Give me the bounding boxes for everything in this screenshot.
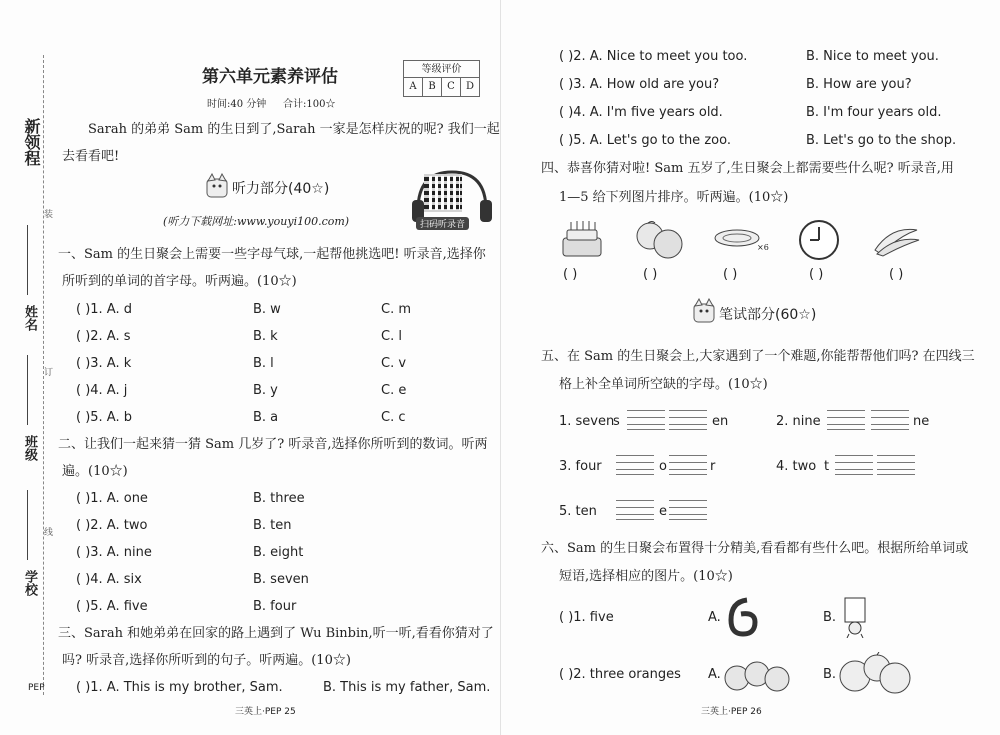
pep-mark: PEP: [28, 683, 45, 693]
four-line-blank[interactable]: [871, 410, 909, 430]
question-1-3[interactable]: ( )3. A. k: [76, 356, 132, 371]
option-b[interactable]: B. ten: [253, 518, 292, 533]
question-2-3[interactable]: ( )3. A. nine: [76, 545, 152, 560]
option-b[interactable]: B. How are you?: [806, 77, 912, 92]
section-4-instruction: 1—5 给下列图片排序。听两遍。(10☆): [559, 190, 789, 205]
qr-code-pattern: [424, 174, 462, 212]
clock-icon: [797, 218, 841, 262]
answer-paren[interactable]: ( ): [563, 267, 578, 282]
section-6-instruction: 短语,选择相应的图片。(10☆): [559, 569, 733, 584]
word-nine: 2. nine: [776, 414, 821, 429]
name-line[interactable]: [27, 225, 28, 295]
class-label: 班级: [22, 435, 37, 461]
cat-mascot-icon: [204, 173, 230, 199]
cat-mascot-icon: [691, 298, 717, 324]
question-2-2[interactable]: ( )2. A. two: [76, 518, 148, 533]
option-b[interactable]: B.: [823, 610, 837, 625]
four-line-blank[interactable]: [835, 455, 873, 475]
question-3-2[interactable]: ( )2. A. Nice to meet you too.: [559, 49, 748, 64]
brand-logo: 新领程: [22, 118, 41, 166]
qr-label: 扫码听录音: [416, 217, 469, 230]
question-1-5[interactable]: ( )5. A. b: [76, 410, 132, 425]
question-2-4[interactable]: ( )4. A. six: [76, 572, 142, 587]
option-b[interactable]: B. This is my father, Sam.: [323, 680, 491, 695]
option-b[interactable]: B. seven: [253, 572, 309, 587]
written-section-title: 笔试部分(60☆): [719, 307, 817, 323]
question-2-1[interactable]: ( )1. A. one: [76, 491, 148, 506]
question-3-1[interactable]: ( )1. A. This is my brother, Sam.: [76, 680, 283, 695]
question-1-2[interactable]: ( )2. A. s: [76, 329, 131, 344]
option-b[interactable]: B.: [823, 667, 837, 682]
section-2-instruction: 遍。(10☆): [62, 464, 128, 479]
option-b[interactable]: B. l: [253, 356, 274, 371]
grade-cell[interactable]: C: [442, 78, 461, 96]
four-line-blank[interactable]: [877, 455, 915, 475]
letter: o: [659, 459, 667, 474]
letter: s: [613, 414, 620, 429]
grade-rating-box: [403, 60, 480, 97]
question-1-1[interactable]: ( )1. A. d: [76, 302, 132, 317]
section-6-instruction: 六、Sam 的生日聚会布置得十分精美,看看都有些什么吧。根据所给单词或: [541, 541, 969, 556]
three-oranges-icon: [723, 654, 791, 694]
option-b[interactable]: B. a: [253, 410, 279, 425]
apples-icon: [837, 652, 913, 694]
class-line[interactable]: [27, 355, 28, 425]
question-6-1[interactable]: ( )1. five: [559, 610, 614, 625]
section-5-instruction: 格上补全单词所空缺的字母。(10☆): [559, 377, 768, 392]
option-b[interactable]: B. three: [253, 491, 305, 506]
letter: t: [824, 459, 830, 474]
option-a[interactable]: A.: [708, 610, 721, 625]
option-b[interactable]: B. four: [253, 599, 297, 614]
section-1-instruction: 所听到的单词的首字母。听两遍。(10☆): [62, 274, 297, 289]
option-b[interactable]: B. y: [253, 383, 278, 398]
section-4-instruction: 四、恭喜你猜对啦! Sam 五岁了,生日聚会上都需要些什么呢? 听录音,用: [541, 161, 954, 176]
four-line-blank[interactable]: [627, 410, 665, 430]
option-b[interactable]: B. I'm four years old.: [806, 105, 942, 120]
word-two: 4. two: [776, 459, 817, 474]
school-line[interactable]: [27, 490, 28, 560]
question-6-2[interactable]: ( )2. three oranges: [559, 667, 681, 682]
option-b[interactable]: B. Let's go to the shop.: [806, 133, 957, 148]
name-label: 姓名: [22, 305, 37, 331]
section-3-instruction: 吗? 听录音,选择你所听到的句子。听两遍。(10☆): [62, 653, 351, 668]
four-line-blank[interactable]: [669, 455, 707, 475]
section-3-instruction: 三、Sarah 和她弟弟在回家的路上遇到了 Wu Binbin,听一听,看看你猜对了: [58, 626, 494, 641]
question-3-4[interactable]: ( )4. A. I'm five years old.: [559, 105, 723, 120]
option-b[interactable]: B. Nice to meet you.: [806, 49, 939, 64]
plates-count: ×6: [757, 243, 769, 252]
question-3-3[interactable]: ( )3. A. How old are you?: [559, 77, 720, 92]
page-footer: 三英上·PEP 26: [701, 707, 762, 717]
word-seven: 1. seven: [559, 414, 615, 429]
number-six-icon: [723, 594, 759, 638]
answer-paren[interactable]: ( ): [643, 267, 658, 282]
intro-line: 去看看吧!: [62, 149, 120, 164]
right-page: [500, 0, 1000, 735]
time-info: 时间:40 分钟: [207, 99, 267, 110]
letter: ne: [913, 414, 930, 429]
option-b[interactable]: B. w: [253, 302, 281, 317]
binding-mark: 订: [44, 365, 53, 378]
option-c[interactable]: C. c: [381, 410, 406, 425]
option-a[interactable]: A.: [708, 667, 721, 682]
total-info: 合计:100☆: [283, 99, 336, 110]
section-1-instruction: 一、Sam 的生日聚会上需要一些字母气球,一起帮他挑选吧! 听录音,选择你: [58, 247, 486, 262]
binding-mark: 装: [44, 207, 53, 220]
letter: en: [712, 414, 729, 429]
option-c[interactable]: C. v: [381, 356, 407, 371]
four-line-blank[interactable]: [669, 500, 707, 520]
option-c[interactable]: C. l: [381, 329, 402, 344]
question-2-5[interactable]: ( )5. A. five: [76, 599, 148, 614]
grade-rating-header: 等级评价: [404, 61, 479, 78]
answer-paren[interactable]: ( ): [723, 267, 738, 282]
listening-section-title: 听力部分(40☆): [232, 181, 330, 197]
four-line-blank[interactable]: [827, 410, 865, 430]
cake-icon: [559, 218, 605, 260]
section-5-instruction: 五、在 Sam 的生日聚会上,大家遇到了一个难题,你能帮帮他们吗? 在四线三: [541, 349, 975, 364]
word-ten: 5. ten: [559, 504, 597, 519]
question-3-5[interactable]: ( )5. A. Let's go to the zoo.: [559, 133, 731, 148]
option-b[interactable]: B. eight: [253, 545, 304, 560]
option-c[interactable]: C. e: [381, 383, 407, 398]
grade-cell[interactable]: A: [404, 78, 423, 96]
four-line-blank[interactable]: [616, 455, 654, 475]
letter: r: [710, 459, 716, 474]
letter: e: [659, 504, 667, 519]
download-url[interactable]: (听力下载网址:www.youyi100.com): [163, 215, 350, 228]
school-label: 学校: [22, 570, 37, 596]
option-b[interactable]: B. k: [253, 329, 278, 344]
question-1-4[interactable]: ( )4. A. j: [76, 383, 128, 398]
word-four: 3. four: [559, 459, 602, 474]
binding-mark: 线: [44, 525, 53, 538]
four-line-blank[interactable]: [616, 500, 654, 520]
page-title: 第六单元素养评估: [202, 67, 338, 87]
grade-cell[interactable]: D: [465, 81, 475, 92]
option-c[interactable]: C. m: [381, 302, 412, 317]
answer-paren[interactable]: ( ): [889, 267, 904, 282]
oranges-icon: [634, 220, 686, 262]
section-2-instruction: 二、让我们一起来猜一猜 Sam 几岁了? 听录音,选择你所听到的数词。听两: [58, 437, 488, 452]
intro-line: Sarah 的弟弟 Sam 的生日到了,Sarah 一家是怎样庆祝的呢? 我们一起: [88, 122, 500, 137]
page-footer: 三英上·PEP 25: [235, 707, 296, 717]
grade-cell[interactable]: B: [423, 78, 442, 96]
number-card-icon: [837, 594, 873, 638]
bananas-icon: [871, 222, 921, 258]
binding-margin: [0, 0, 58, 735]
four-line-blank[interactable]: [669, 410, 707, 430]
answer-paren[interactable]: ( ): [809, 267, 824, 282]
